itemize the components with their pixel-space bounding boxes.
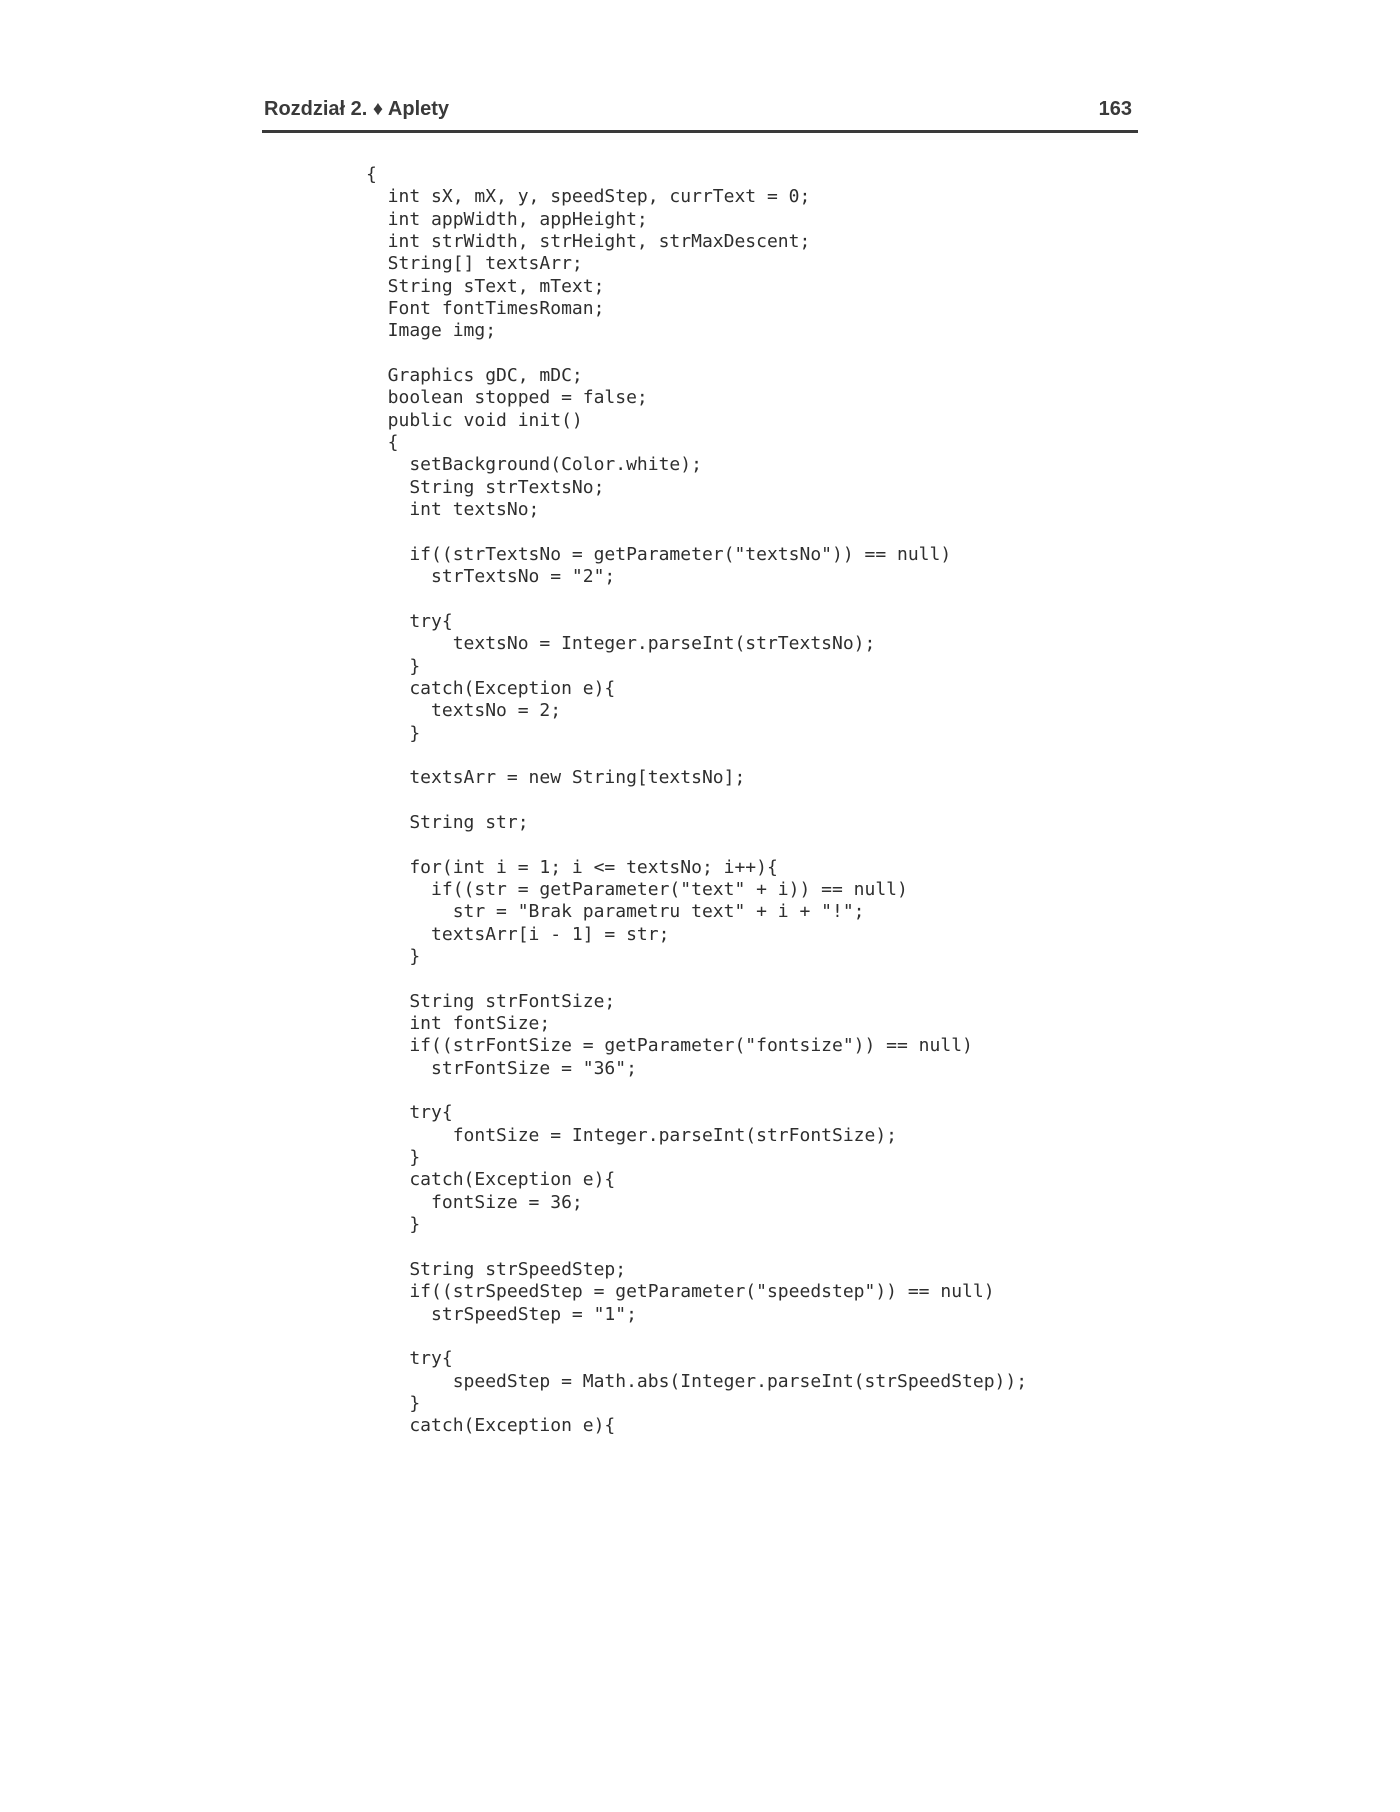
code-line: boolean stopped = false;: [366, 387, 648, 409]
code-line: textsArr[i - 1] = str;: [366, 923, 670, 945]
code-line: try{: [366, 1348, 453, 1370]
code-line: }: [366, 1147, 421, 1169]
code-line: [366, 343, 1086, 365]
code-line: String sText, mText;: [366, 275, 605, 297]
code-line: if((str = getParameter("text" + i)) == null): [366, 879, 908, 900]
code-line: try{: [366, 1102, 453, 1124]
chapter-title: Rozdział 2. ♦ Aplety: [264, 98, 450, 120]
code-line: textsArr = new String[textsNo];: [366, 767, 746, 789]
code-line: if((strSpeedStep = getParameter("speedstep")) == null): [366, 1281, 995, 1303]
code-line: [366, 1326, 1086, 1348]
code-line: catch(Exception e){: [366, 1415, 616, 1437]
code-line: }: [366, 946, 421, 968]
code-line: Image img;: [366, 320, 497, 342]
code-line: {: [366, 432, 399, 454]
running-header: [262, 96, 1138, 133]
code-line: int fontSize;: [366, 1013, 551, 1035]
code-line: public void init(): [366, 409, 583, 431]
code-line: speedStep = Math.abs(Integer.parseInt(strSpeedStep));: [366, 1370, 1028, 1392]
code-line: catch(Exception e){: [366, 1169, 616, 1191]
code-line: String[] textsArr;: [366, 253, 583, 275]
code-line: [366, 522, 1086, 544]
code-line: [366, 834, 1086, 856]
code-line: [366, 745, 1086, 767]
code-line: String strTextsNo;: [366, 476, 605, 498]
code-line: }: [366, 1392, 421, 1414]
code-line: String strSpeedStep;: [366, 1258, 627, 1280]
code-line: strTextsNo = "2";: [366, 566, 616, 588]
code-line: [366, 1080, 1086, 1102]
code-line: strSpeedStep = "1";: [366, 1303, 637, 1325]
code-line: String str;: [366, 811, 529, 833]
code-line: setBackground(Color.white);: [366, 454, 702, 476]
code-line: strFontSize = "36";: [366, 1057, 637, 1079]
code-line: str = "Brak parametru text" + i + "!";: [366, 901, 865, 923]
code-line: Font fontTimesRoman;: [366, 298, 605, 320]
code-line: int appWidth, appHeight;: [366, 208, 648, 230]
code-line: }: [366, 722, 421, 744]
code-line: if((strFontSize = getParameter("fontsize")) == null): [366, 1035, 973, 1057]
code-line: {: [366, 164, 377, 185]
code-line: [366, 1237, 1086, 1259]
code-line: String strFontSize;: [366, 990, 616, 1012]
code-line: try{: [366, 610, 453, 632]
code-line: textsNo = Integer.parseInt(strTextsNo);: [366, 633, 876, 655]
code-line: int sX, mX, y, speedStep, currText = 0;: [366, 186, 811, 208]
code-line: fontSize = 36;: [366, 1191, 583, 1213]
page-number: 163: [1098, 98, 1132, 120]
code-line: for(int i = 1; i <= textsNo; i++){: [366, 856, 778, 878]
code-line: [366, 968, 1086, 990]
code-listing: [366, 164, 1086, 1438]
code-line: if((strTextsNo = getParameter("textsNo")) == null): [366, 543, 952, 565]
code-line: }: [366, 655, 421, 677]
code-line: int textsNo;: [366, 499, 540, 521]
code-line: textsNo = 2;: [366, 700, 562, 722]
code-line: [366, 589, 1086, 611]
code-line: [366, 790, 1086, 812]
code-line: int strWidth, strHeight, strMaxDescent;: [366, 231, 811, 253]
code-line: fontSize = Integer.parseInt(strFontSize);: [366, 1124, 898, 1146]
code-line: }: [366, 1214, 421, 1236]
code-line: catch(Exception e){: [366, 677, 616, 699]
code-line: Graphics gDC, mDC;: [366, 365, 583, 387]
